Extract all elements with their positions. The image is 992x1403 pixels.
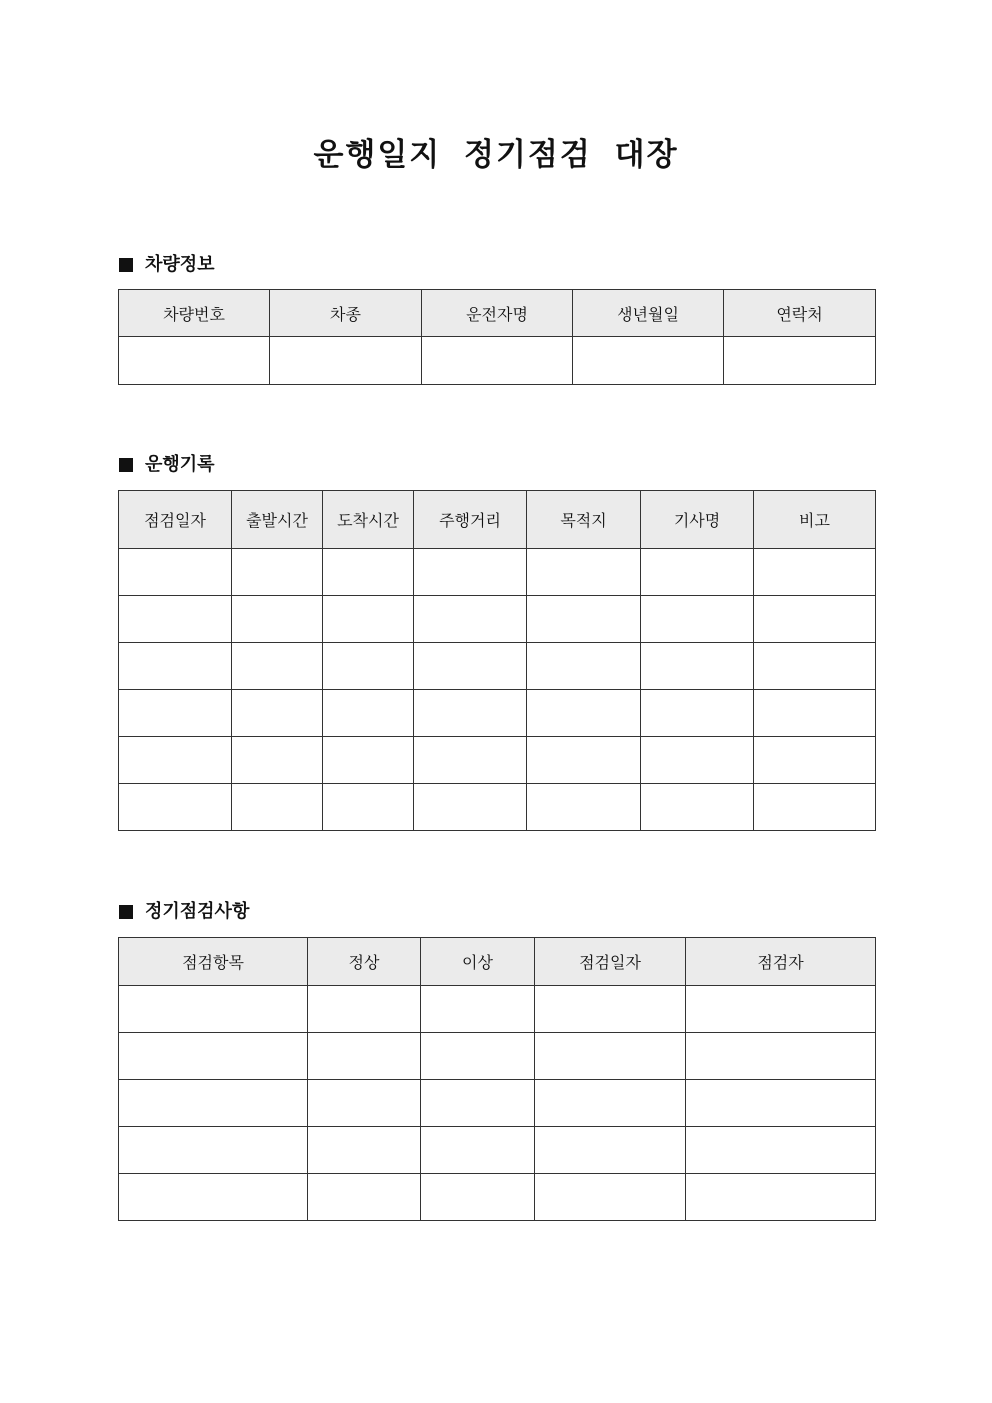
table-row	[119, 337, 876, 385]
arrival-time-cell[interactable]	[323, 737, 414, 784]
abnormal-cell[interactable]	[421, 1127, 535, 1174]
remarks-cell[interactable]	[754, 737, 876, 784]
table-row	[119, 596, 876, 643]
driving-log-heading	[119, 454, 215, 476]
departure-time-cell[interactable]	[232, 784, 323, 831]
column-header-inspector: 점검자	[686, 938, 876, 986]
column-header-birth-date: 생년월일	[573, 290, 724, 337]
normal-cell[interactable]	[308, 1033, 421, 1080]
table-row	[119, 1127, 876, 1174]
column-header-inspection-item: 점검항목	[119, 938, 308, 986]
square-bullet-icon	[119, 458, 133, 472]
abnormal-cell[interactable]	[421, 1080, 535, 1127]
column-header-arrival-time: 도착시간	[323, 491, 414, 549]
inspection-date-cell[interactable]	[119, 643, 232, 690]
driving-log-heading-text: 운행기록	[145, 454, 215, 475]
inspection-table	[118, 937, 876, 1221]
column-header-remarks: 비고	[754, 491, 876, 549]
column-header-contact: 연락처	[724, 290, 876, 337]
arrival-time-cell[interactable]	[323, 596, 414, 643]
distance-cell[interactable]	[414, 690, 527, 737]
inspection-item-cell[interactable]	[119, 1033, 308, 1080]
remarks-cell[interactable]	[754, 643, 876, 690]
distance-cell[interactable]	[414, 643, 527, 690]
arrival-time-cell[interactable]	[323, 549, 414, 596]
column-header-abnormal: 이상	[421, 938, 535, 986]
driver-cell[interactable]	[641, 784, 754, 831]
destination-cell[interactable]	[527, 596, 641, 643]
column-header-vehicle-type: 차종	[270, 290, 422, 337]
inspector-cell[interactable]	[686, 1174, 876, 1221]
table-row	[119, 784, 876, 831]
inspection-item-cell[interactable]	[119, 1127, 308, 1174]
vehicle-info-heading-text: 차량정보	[145, 254, 215, 275]
column-header-distance: 주행거리	[414, 491, 527, 549]
table-row	[119, 1080, 876, 1127]
abnormal-cell[interactable]	[421, 1033, 535, 1080]
page-title: 운행일지 정기점검 대장	[313, 137, 679, 173]
driver-cell[interactable]	[641, 549, 754, 596]
column-header-departure-time: 출발시간	[232, 491, 323, 549]
inspection-heading-text: 정기점검사항	[145, 901, 250, 922]
arrival-time-cell[interactable]	[323, 784, 414, 831]
driver-cell[interactable]	[641, 737, 754, 784]
inspector-cell[interactable]	[686, 1080, 876, 1127]
column-header-driver-name: 운전자명	[422, 290, 573, 337]
inspection-item-cell[interactable]	[119, 1174, 308, 1221]
table-row	[119, 1174, 876, 1221]
column-header-normal: 정상	[308, 938, 421, 986]
inspection-date-cell[interactable]	[119, 596, 232, 643]
table-row	[119, 1033, 876, 1080]
driver-cell[interactable]	[641, 690, 754, 737]
normal-cell[interactable]	[308, 1174, 421, 1221]
vehicle-info-table	[118, 289, 876, 385]
departure-time-cell[interactable]	[232, 643, 323, 690]
column-header-inspection-date: 점검일자	[535, 938, 686, 986]
arrival-time-cell[interactable]	[323, 690, 414, 737]
inspection-item-cell[interactable]	[119, 1080, 308, 1127]
driver-cell[interactable]	[641, 596, 754, 643]
distance-cell[interactable]	[414, 737, 527, 784]
destination-cell[interactable]	[527, 690, 641, 737]
arrival-time-cell[interactable]	[323, 643, 414, 690]
inspection-date-cell[interactable]	[119, 784, 232, 831]
destination-cell[interactable]	[527, 549, 641, 596]
column-header-inspection-date: 점검일자	[119, 491, 232, 549]
departure-time-cell[interactable]	[232, 596, 323, 643]
table-row	[119, 986, 876, 1033]
inspector-cell[interactable]	[686, 986, 876, 1033]
inspection-header-row	[119, 938, 876, 986]
remarks-cell[interactable]	[754, 596, 876, 643]
driving-log-table	[118, 490, 876, 831]
table-row	[119, 549, 876, 596]
remarks-cell[interactable]	[754, 784, 876, 831]
remarks-cell[interactable]	[754, 549, 876, 596]
column-header-vehicle-number: 차량번호	[119, 290, 270, 337]
distance-cell[interactable]	[414, 596, 527, 643]
destination-cell[interactable]	[527, 784, 641, 831]
normal-cell[interactable]	[308, 986, 421, 1033]
inspection-date-cell[interactable]	[119, 549, 232, 596]
vehicle-type-cell[interactable]	[270, 337, 422, 385]
contact-cell[interactable]	[724, 337, 876, 385]
driver-cell[interactable]	[641, 643, 754, 690]
destination-cell[interactable]	[527, 643, 641, 690]
distance-cell[interactable]	[414, 784, 527, 831]
inspection-date-cell[interactable]	[535, 1033, 686, 1080]
birth-date-cell[interactable]	[573, 337, 724, 385]
inspection-date-cell[interactable]	[535, 1127, 686, 1174]
inspection-date-cell[interactable]	[535, 1174, 686, 1221]
remarks-cell[interactable]	[754, 690, 876, 737]
inspection-date-cell[interactable]	[535, 986, 686, 1033]
departure-time-cell[interactable]	[232, 549, 323, 596]
departure-time-cell[interactable]	[232, 737, 323, 784]
table-row	[119, 643, 876, 690]
table-row	[119, 737, 876, 784]
normal-cell[interactable]	[308, 1080, 421, 1127]
column-header-destination: 목적지	[527, 491, 641, 549]
destination-cell[interactable]	[527, 737, 641, 784]
inspector-cell[interactable]	[686, 1033, 876, 1080]
inspection-date-cell[interactable]	[119, 737, 232, 784]
driving-log-header-row	[119, 491, 876, 549]
square-bullet-icon	[119, 258, 133, 272]
inspection-date-cell[interactable]	[119, 690, 232, 737]
vehicle-info-header-row	[119, 290, 876, 337]
abnormal-cell[interactable]	[421, 986, 535, 1033]
inspection-item-cell[interactable]	[119, 986, 308, 1033]
inspection-heading	[119, 901, 249, 923]
normal-cell[interactable]	[308, 1127, 421, 1174]
column-header-driver: 기사명	[641, 491, 754, 549]
distance-cell[interactable]	[414, 549, 527, 596]
square-bullet-icon	[119, 905, 133, 919]
vehicle-number-cell[interactable]	[119, 337, 270, 385]
abnormal-cell[interactable]	[421, 1174, 535, 1221]
table-row	[119, 690, 876, 737]
vehicle-info-heading	[119, 254, 215, 276]
inspection-date-cell[interactable]	[535, 1080, 686, 1127]
departure-time-cell[interactable]	[232, 690, 323, 737]
driver-name-cell[interactable]	[422, 337, 573, 385]
inspector-cell[interactable]	[686, 1127, 876, 1174]
